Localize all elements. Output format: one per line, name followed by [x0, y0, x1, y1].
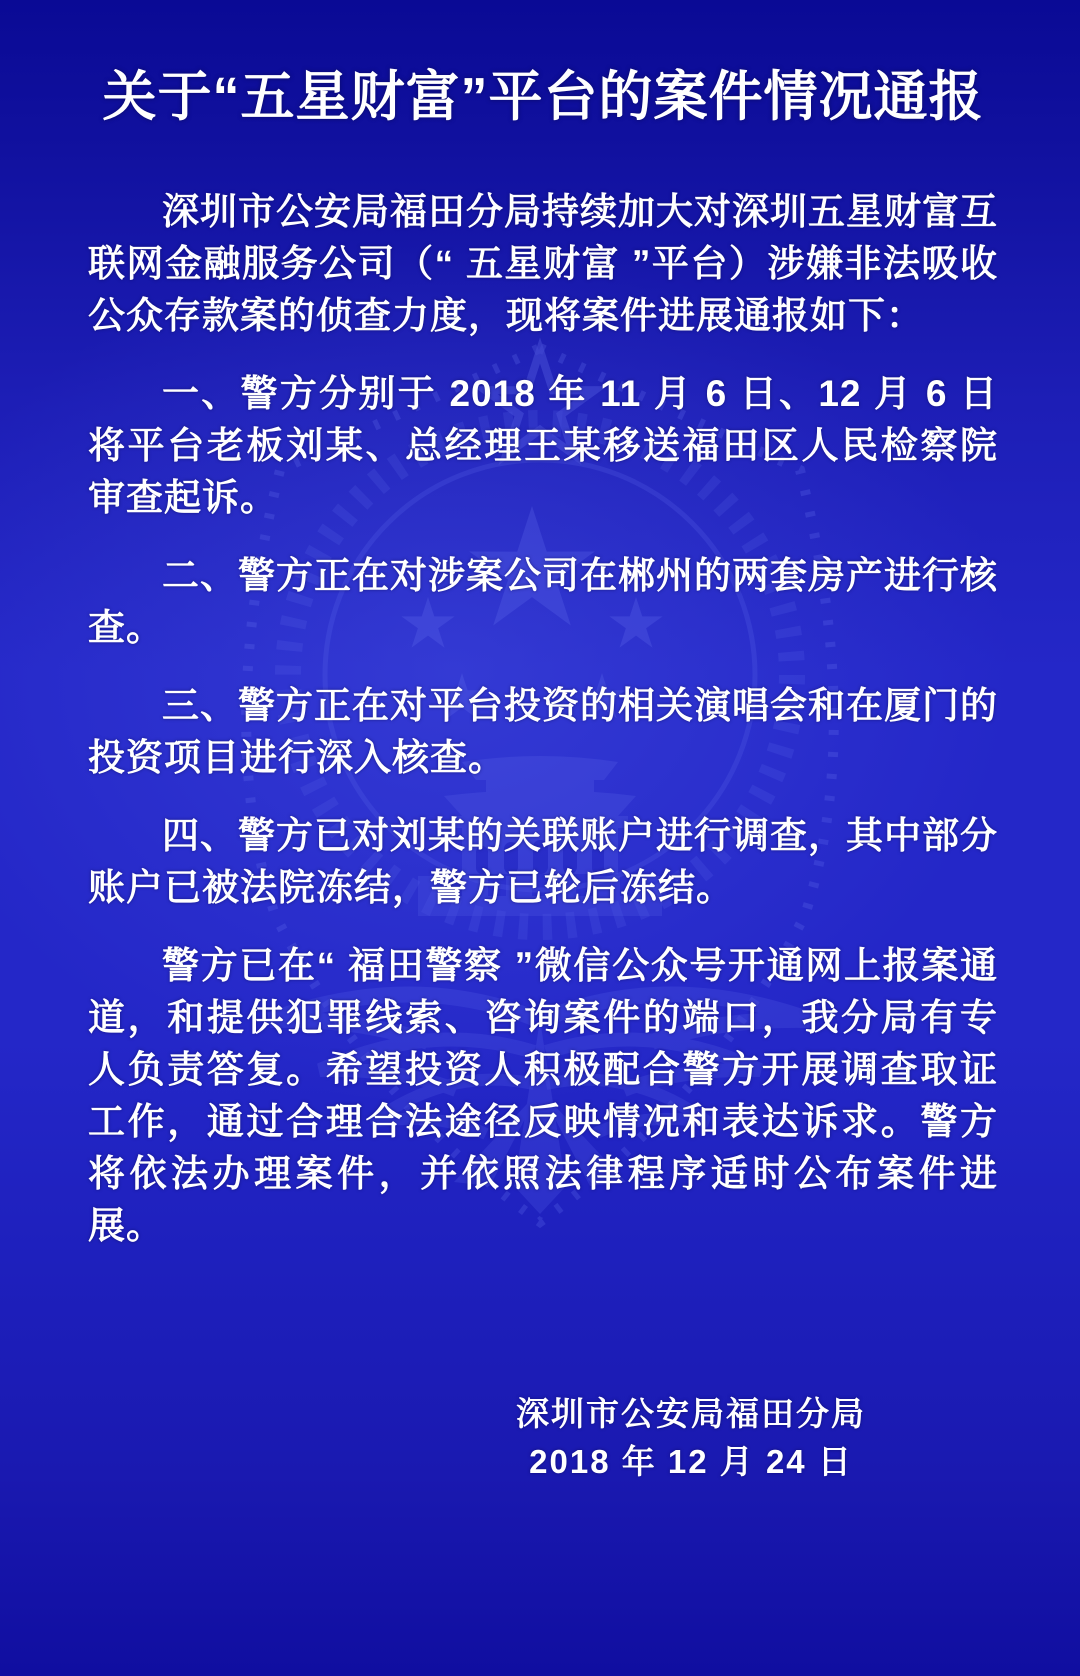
notice-body [88, 186, 998, 1252]
notice-paragraph-item-4: 四、警方已对刘某的关联账户进行调查，其中部分账户已被法院冻结，警方已轮后冻结。 [88, 814, 998, 908]
signature-org: 深圳市公安局福田分局 [516, 1394, 866, 1432]
signature-block [516, 1390, 866, 1486]
notice-paragraph-item-1: 一、警方分别于 2018 年 11 月 6 日、12 月 6 日将平台老板刘某、总经理王某移送福田区人民检察院审查起诉。 [88, 372, 998, 518]
signature-date: 2018 年 12 月 24 日 [529, 1442, 853, 1480]
notice-paragraph-item-3: 三、警方正在对平台投资的相关演唱会和在厦门的投资项目进行深入核查。 [88, 684, 998, 778]
page-title: 关于“五星财富”平台的案件情况通报 [102, 67, 984, 127]
notice-paragraph-intro: 深圳市公安局福田分局持续加大对深圳五星财富互联网金融服务公司（“ 五星财富 ”平台）涉嫌非法吸收公众存款案的侦查力度，现将案件进展通报如下： [88, 190, 998, 336]
notice-paragraph-closing: 警方已在“ 福田警察 ”微信公众号开通网上报案通道，和提供犯罪线索、咨询案件的端口，我分局有专人负责答复。希望投资人积极配合警方开展调查取证工作，通过合理合法途径反映情况和表达诉求。警方将依法办理案件，并依照法律程序适时公布案件进展。 [88, 944, 998, 1246]
notice-paragraph-item-2: 二、警方正在对涉案公司在郴州的两套房产进行核查。 [88, 554, 998, 648]
